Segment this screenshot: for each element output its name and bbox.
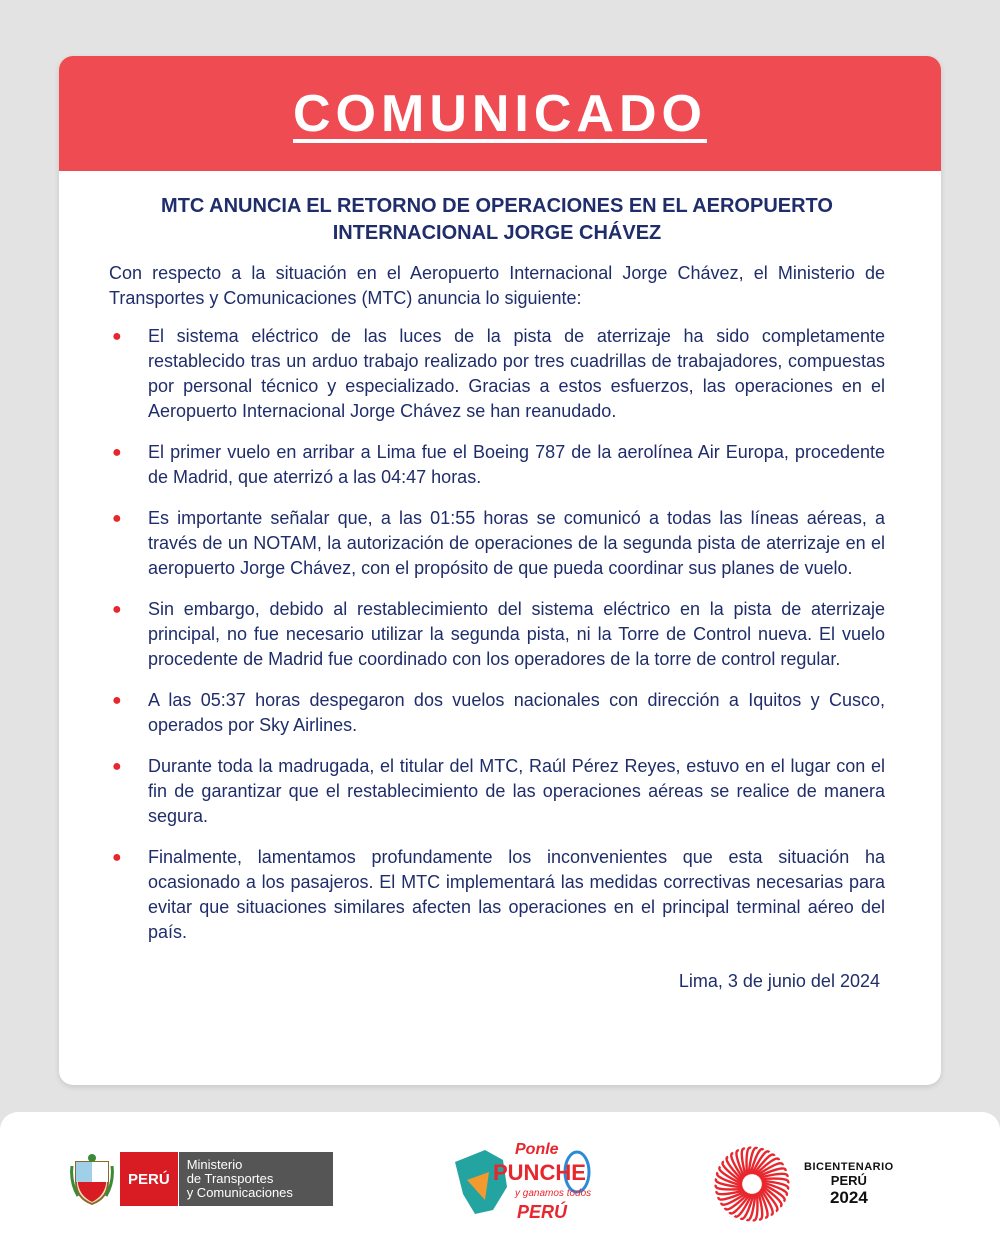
ministry-name [179, 1152, 333, 1206]
ministry-line: y Comunicaciones [186, 1185, 293, 1200]
bullet-icon: ● [112, 692, 122, 709]
bullet-icon: ● [112, 328, 122, 345]
list-item-text: El primer vuelo en arribar a Lima fue el Boeing 787 de la aerolínea Air Europa, procedente de Madrid, que aterrizó a las 04:47 horas. [148, 442, 885, 487]
list-item-text: El sistema eléctrico de las luces de la pista de aterrizaje ha sido completamente restablecido tras un arduo trabajo realizado por tres cuadrillas de trabajadores, compuestas por personal técnico y especializado. Gracias a estos esfuerzos, las operaciones en el Aeropuerto Internacional Jorge Chávez se han reanudado. [148, 326, 885, 421]
peru-label: PERÚ [120, 1152, 179, 1206]
communique-card [59, 56, 941, 1085]
page-title: COMUNICADO [293, 84, 707, 143]
mtc-logo [70, 1152, 333, 1206]
bicentenario-logo [708, 1140, 894, 1228]
campaign-line3: y ganamos todos [515, 1188, 592, 1199]
headline: MTC ANUNCIA EL RETORNO DE OPERACIONES EN EL AEROPUERTO INTERNACIONAL JORGE CHÁVEZ [161, 195, 833, 244]
signoff-date: Lima, 3 de junio del 2024 [678, 971, 880, 991]
list-item [109, 506, 885, 581]
bicentenario-country: PERÚ [830, 1172, 867, 1188]
bicentenario-year: 2024 [829, 1187, 868, 1207]
bullet-icon: ● [112, 510, 122, 527]
coat-of-arms-icon [70, 1152, 114, 1206]
list-item [109, 845, 885, 945]
footer [0, 1112, 1000, 1241]
sunburst-icon [708, 1140, 796, 1228]
card-body [59, 171, 941, 992]
card-header [59, 56, 941, 171]
list-item-text: Finalmente, lamentamos profundamente los inconvenientes que esta situación ha ocasionado a los pasajeros. El MTC implementará las medidas correctivas necesarias para evitar que situaciones similares afecten las operaciones en el principal terminal aéreo del país. [148, 847, 885, 942]
list-item [109, 754, 885, 829]
list-item-text: Es importante señalar que, a las 01:55 horas se comunicó a todas las líneas aéreas, a través de un NOTAM, la autorización de operaciones de la segunda pista de aterrizaje en el aeropuerto Jorge Chávez, con el propósito de que pueda coordinar sus planes de vuelo. [148, 508, 885, 578]
list-item-text: Sin embargo, debido al restablecimiento del sistema eléctrico en la pista de aterrizaje principal, no fue necesario utilizar la segunda pista, ni la Torre de Control nueva. El vuelo procedente de Madrid fue coordinado con los operadores de la torre de control regular. [148, 599, 885, 669]
list-item [109, 324, 885, 424]
bullet-list [109, 324, 885, 945]
campaign-line4: PERÚ [517, 1202, 568, 1222]
list-item [109, 440, 885, 490]
bullet-icon: ● [112, 849, 122, 866]
ponle-punche-logo [445, 1132, 600, 1232]
bullet-icon: ● [112, 601, 122, 618]
bullet-icon: ● [112, 444, 122, 461]
list-item-text: A las 05:37 horas despegaron dos vuelos nacionales con dirección a Iquitos y Cusco, operados por Sky Airlines. [148, 690, 885, 735]
list-item [109, 597, 885, 672]
intro-paragraph: Con respecto a la situación en el Aeropuerto Internacional Jorge Chávez, el Ministerio de Transportes y Comunicaciones (MTC) anuncia lo siguiente: [109, 263, 885, 308]
campaign-line1: Ponle [515, 1141, 559, 1158]
list-item-text: Durante toda la madrugada, el titular del MTC, Raúl Pérez Reyes, estuvo en el lugar con el fin de garantizar que el restablecimiento de las operaciones aéreas se realice de manera segura. [148, 756, 885, 826]
ministry-line: Ministerio [186, 1157, 243, 1172]
ministry-line: de Transportes [186, 1171, 274, 1186]
bicentenario-label: BICENTENARIO [804, 1160, 894, 1173]
bullet-icon: ● [112, 758, 122, 775]
campaign-line2: PUNCHE [493, 1160, 586, 1185]
list-item [109, 688, 885, 738]
